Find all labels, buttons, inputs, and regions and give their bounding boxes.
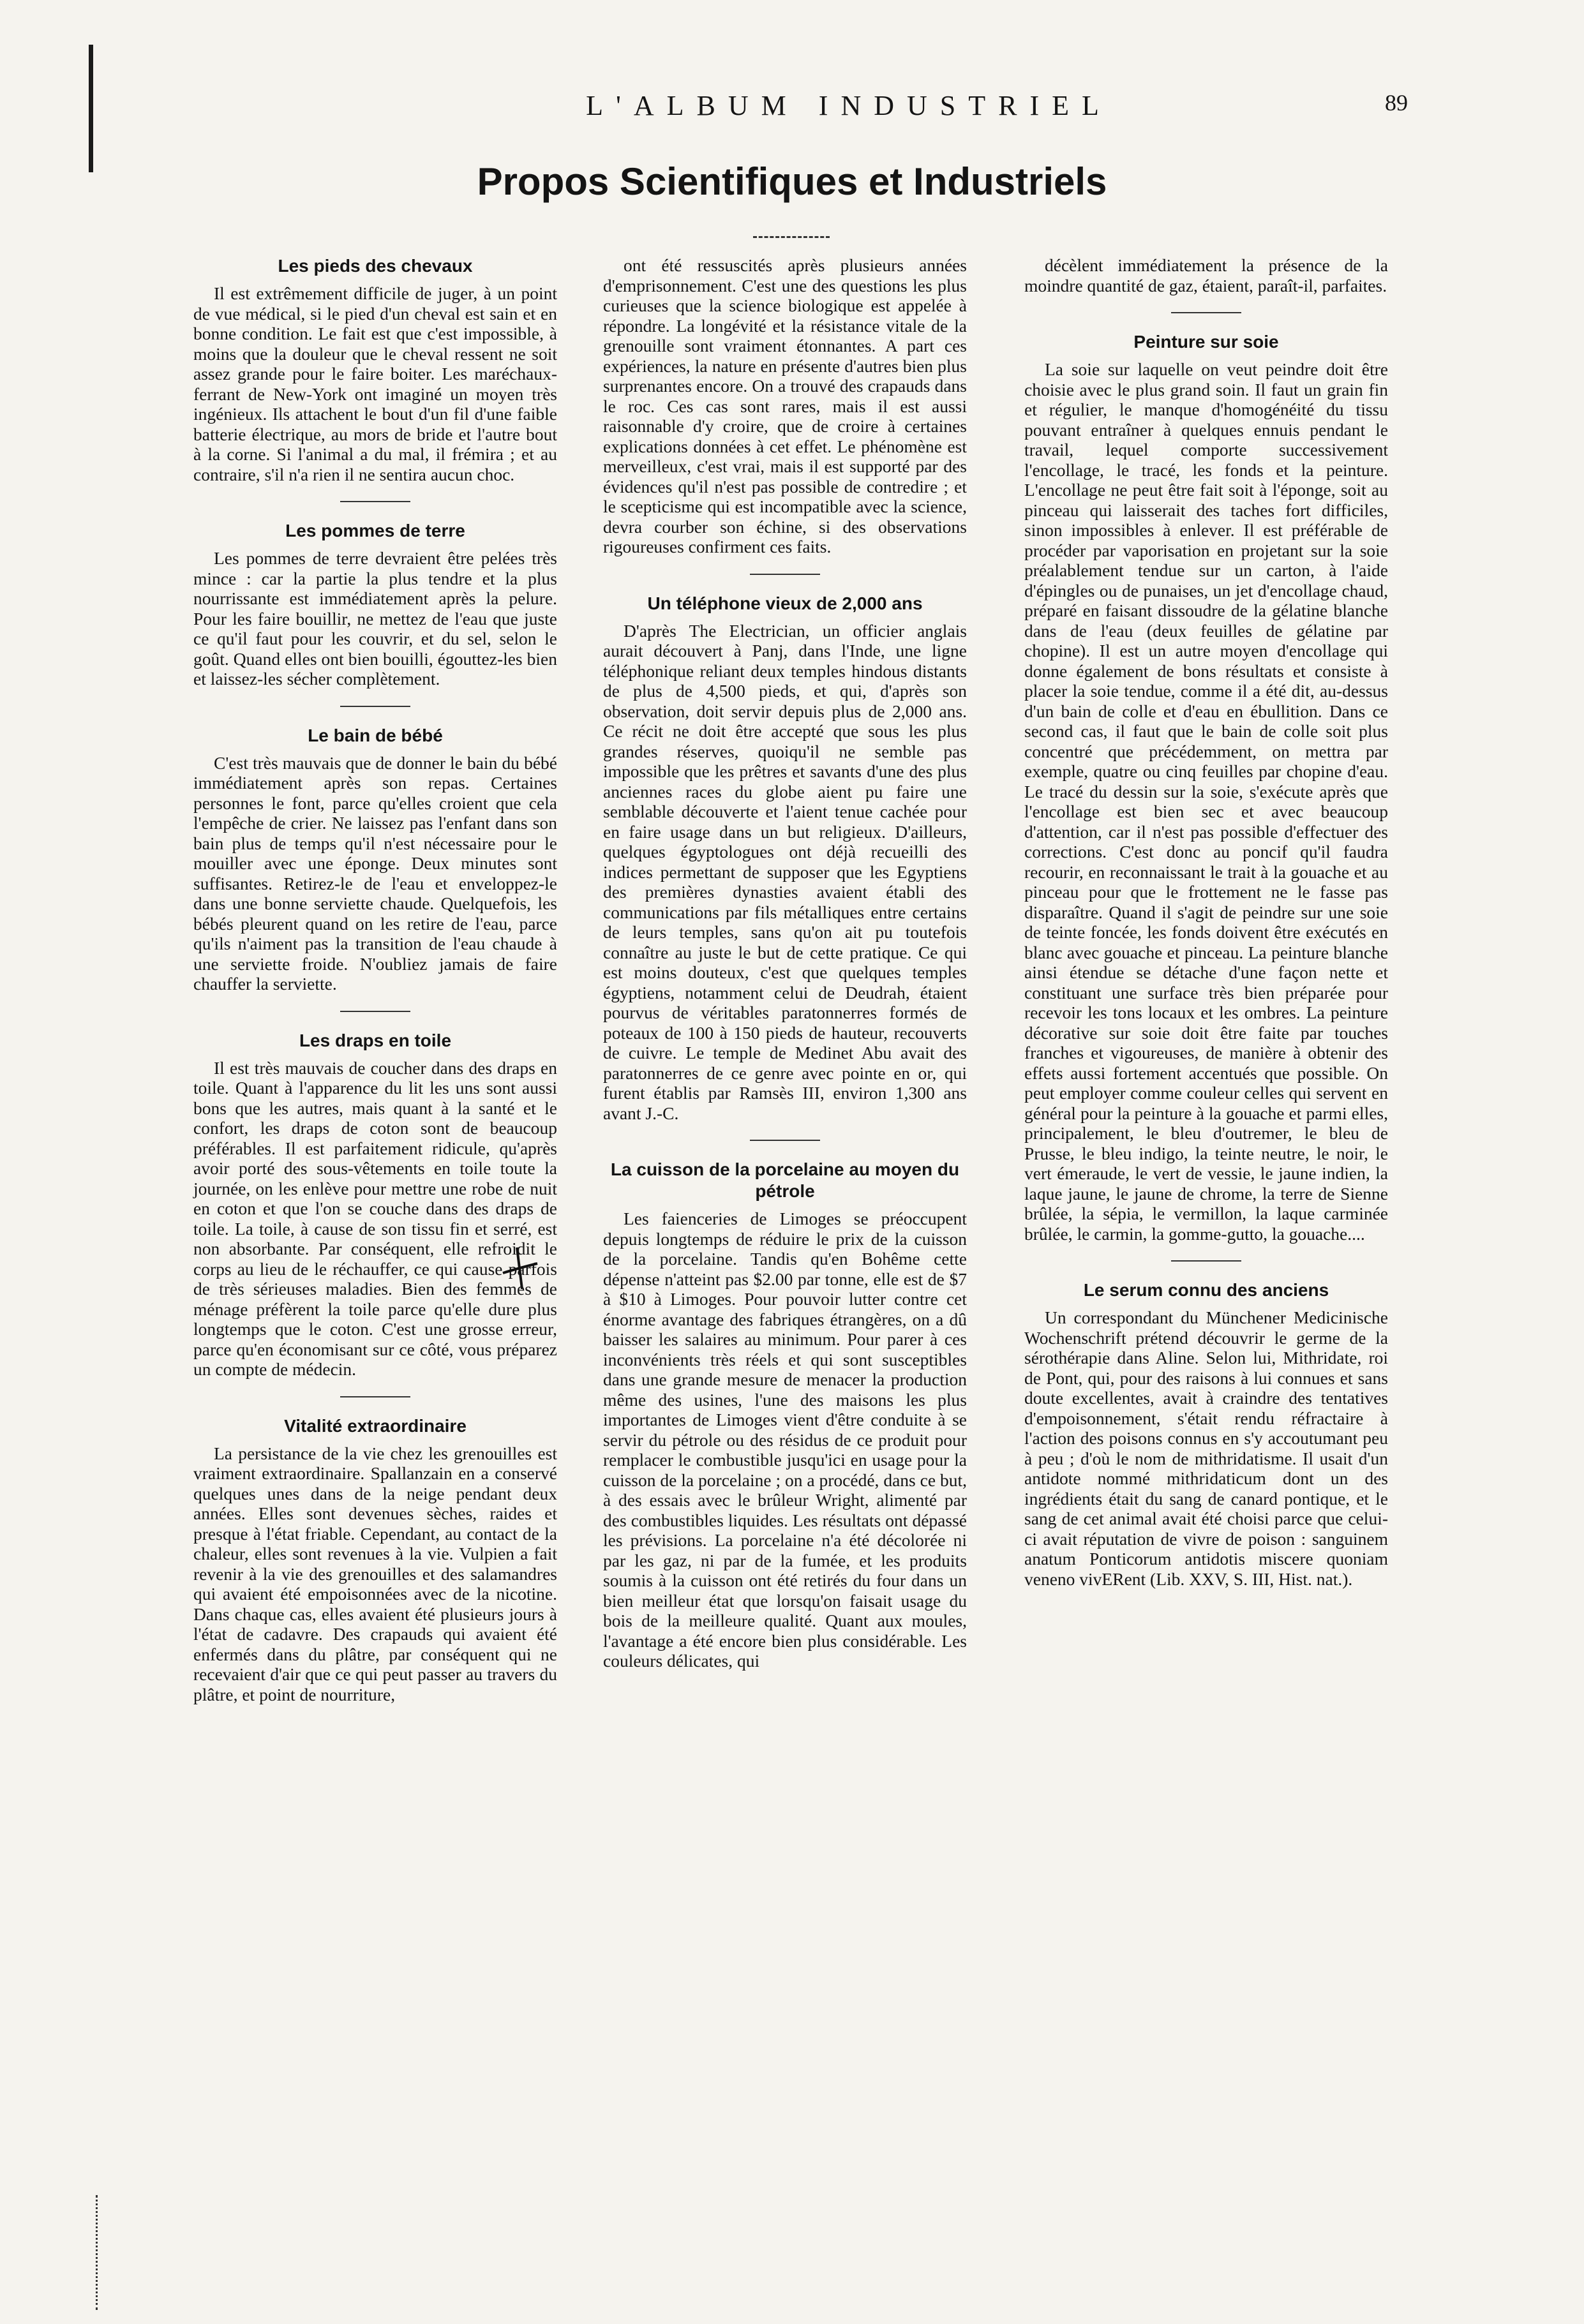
left-margin-rule — [89, 45, 93, 172]
journal-header: L'ALBUM INDUSTRIEL — [586, 90, 1112, 121]
article-body: Il est extrêmement difficile de juger, à un point de vue médical, si le pied d'un cheval est sain et en bonne condition. Le fait est que c'est impossible, à moins que la douleur que le cheval ressent ne soit assez grande pour le faire boiter. Les maréchaux-ferrant de New-York ont imaginé un moyen très ingénieux. Ils attachent le bout d'un fil d'une faible batterie électrique, au mors de bride et l'autre bout à la corne. Si l'animal a du mal, il frémira ; et au contraire, s'il n'a rien il ne sentira aucun choc. — [193, 283, 557, 484]
article-heading: Vitalité extraordinaire — [284, 1415, 467, 1436]
article-divider — [340, 706, 410, 707]
column-2 — [603, 255, 967, 1671]
article-divider — [340, 1011, 410, 1012]
column-3 — [1024, 255, 1388, 1589]
title-divider — [753, 236, 830, 238]
article-heading: Un téléphone vieux de 2,000 ans — [647, 593, 923, 613]
handwritten-cross-mark — [498, 1244, 542, 1302]
article-divider — [1171, 312, 1241, 313]
article-body: C'est très mauvais que de donner le bain du bébé immédiatement après son repas. Certaines personnes le font, parce qu'elles croient que cela l'empêche de crier. Ne laissez pas l'enfant dans son bain plus de temps qu'il n'est nécessaire pour le mouiller avec une éponge. Deux minutes sont suffisantes. Retirez-le de l'eau et enveloppez-le dans une bonne serviette chaude. Quelquefois, les bébés pleurent quand on les retire de l'eau, parce qu'ils n'aiment pas la transition de l'eau chaude à une serviette froide. N'oubliez jamais de faire chauffer la serviette. — [193, 752, 557, 994]
column-1 — [193, 255, 557, 1704]
article-body: Un correspondant du Münchener Medicinische Wochenschrift prétend découvrir le germe de la sérothérapie dans Aline. Selon lui, Mithridate, roi de Pont, qui, pour des raisons à lui connues et sans doute excellentes, avait à craindre des tentatives d'empoisonnement, s'était rendu réfractaire à l'action des poisons connus en s'y accoutumant peu à peu ; d'où le nom de mithridatisme. Il usait d'un antidote nommé mithridaticum dont un des ingrédients était du sang de canard pontique, et le sang de cet animal avait été choisi parce que celui-ci avait réputation de vivre de poison : sanguinem anatum Ponticorum antidotis miscere quoniam veneno vivERent (Lib. XXV, S. III, Hist. nat.). — [1024, 1307, 1388, 1589]
article-body: Il est très mauvais de coucher dans des draps en toile. Quant à l'apparence du lit les uns sont aussi bons que les autres, mais quant à la santé et le confort, les draps de coton sont de beaucoup préférables. Il est parfaitement ridicule, qu'après avoir porté des sous-vêtements en toile toute la journée, on les enlève pour mettre une robe de nuit en coton et que l'on se couche dans des draps de toile. La toile, à cause de son tissu fin et serré, est non absorbante. Par conséquent, elle refroidit le corps au lieu de le réchauffer, ce qui cause parfois de très sérieuses maladies. Bien des femmes de ménage préfèrent la toile parce qu'elle dure plus longtemps que le coton. C'est une grosse erreur, parce qu'en économisant sur ce côté, vous préparez un compte de médecin. — [193, 1057, 557, 1379]
article-heading: Les pieds des chevaux — [278, 256, 473, 276]
page-title: Propos Scientifiques et Industriels — [477, 160, 1107, 203]
article-heading: Le serum connu des anciens — [1083, 1280, 1329, 1300]
page-number: 89 — [1385, 90, 1408, 115]
article-body: D'après The Electrician, un officier anglais aurait découvert à Panj, dans l'Inde, une ligne téléphonique reliant deux temples hindous distants de plus de 4,500 pieds, et qui, d'après son observation, doit servir depuis plus de 2,000 ans. Ce récit ne doit être accepté que sous les plus grandes réserves, quoiqu'il ne semble pas impossible que les prêtres et savants d'une des plus anciennes races du globe aient pu faire une semblable découverte et l'aient tenue cachée pour en faire usage dans un but religieux. D'ailleurs, quelques égyptologues ont déjà recueilli des indices permettant de supposer que les Egyptiens des premières dynasties avaient établi des communications par fils métalliques entre certains de leurs temples, sans qu'on ait pu toutefois connaître au juste le but de cette pratique. Ce qui est moins douteux, c'est que quelques temples égyptiens, notamment celui de Deudrah, étaient pourvus de véritables paratonnerres formés de poteaux de 100 à 150 pieds de hauteur, recouverts de cuivre. Le temple de Medinet Abu avait des paratonnerres de ce genre avec pointe en or, qui furent établis par Ramsès III, environ 1,300 ans avant J.-C. — [603, 620, 967, 1123]
article-heading: Peinture sur soie — [1133, 332, 1279, 352]
article-body-continued: décèlent immédiatement la présence de la moindre quantité de gaz, étaient, paraît-il, parfaites. — [1024, 255, 1388, 295]
article-body: La persistance de la vie chez les grenouilles est vraiment extraordinaire. Spallanzain en a conservé quelques unes dans de la neige pendant deux années. Elles sont devenues sèches, raides et presque à l'état friable. Cependant, au contact de la chaleur, elles sont revenues à la vie. Vulpien a fait revenir à la vie des grenouilles et des salamandres qui avaient été empoisonnées avec de la nicotine. Dans chaque cas, elles avaient été plusieurs jours à l'état de cadavre. Des crapauds qui avaient été enfermés dans du plâtre, par conséquent qui ne recevaient d'air que ce qui peut passer au travers du plâtre, et point de nourriture, — [193, 1443, 557, 1704]
article-divider — [1171, 1260, 1241, 1262]
article-heading: La cuisson de la porcelaine au moyen du pétrole — [610, 1159, 960, 1201]
article-divider — [340, 501, 410, 502]
article-body: Les faienceries de Limoges se préoccupent depuis longtemps de réduire le prix de la cuisson de la porcelaine. Tandis qu'en Bohême cette dépense n'atteint pas $2.00 par tonne, elle est de $7 à $10 à Limoges. Pour pouvoir lutter contre cet énorme avantage des fabriques étrangères, on a dû baisser les salaires au minimum. Pour parer à ces inconvénients très réels et qui sont susceptibles dans une grande mesure de menacer la production même des usines, l'une des maisons les plus importantes de Limoges vient d'être conduite à se servir du pétrole ou des résidus de ce produit pour remplacer le combustible jusqu'ici en usage pour la cuisson de la porcelaine ; on a procédé, dans ce but, à des essais avec le brûleur Wright, alimenté par des combustibles liquides. Les résultats ont dépassé les prévisions. La porcelaine n'a été décolorée ni par les gaz, ni par de la fumée, et les produits soumis à la cuisson ont été retirés du four dans un bien meilleur état que lorsqu'on faisait usage du bois de la meilleure qualité. Quant aux moules, l'avantage a été encore bien plus considérable. Les couleurs délicates, qui — [603, 1209, 967, 1671]
margin-dots — [96, 2195, 100, 2310]
article-heading: Les pommes de terre — [285, 521, 465, 540]
article-divider — [750, 574, 820, 575]
article-body: La soie sur laquelle on veut peindre doit être choisie avec le plus grand soin. Il faut un grain fin et régulier, le manque d'homogénéité du tissu pouvant entraîner à quelques ennuis pendant le travail, lequel comporte successivement l'encollage, le tracé, les fonds et la peinture. L'encollage ne peut être fait soit à l'éponge, soit au pinceau qui laisserait des taches fort difficiles, sinon impossibles à enlever. Il est préférable de procéder par vaporisation en projetant sur la soie préalablement tendue sur un carton, à l'aide d'épingles ou de punaises, un jet d'encollage chaud, préparé en faisant dissoudre de la gélatine blanche dans de l'eau (deux feuilles de gélatine par chopine). Il est un autre moyen d'encollage qui donne également de bons résultats et consiste à placer la soie tendue, comme il a été dit, au-dessus d'un bain de colle et d'eau en ébullition. Dans ce second cas, il faut que le bain de colle soit plus concentré que précédemment, on mettra par exemple, quatre ou cinq feuilles par chopine d'eau. Le tracé du dessin sur la soie, s'exécute après que l'encollage est bien sec et avec beaucoup d'attention, car il n'est pas possible d'effectuer des corrections. C'est donc au poncif qu'il faudra recourir, en reconnaissant le trait à la gouache et au pinceau pour que le frottement ne le fasse pas disparaître. Quand il s'agit de peindre sur une soie de teinte foncée, les fonds doivent être exécutés en blanc avec gouache et pinceau. La peinture blanche ainsi étendue se détache d'une façon nette et constituant une surface très bien préparée pour recevoir les tons locaux et les ombres. La peinture décorative sur soie doit être faite par touches franches et vigoureuses, de manière à obtenir des effets aussi fortement accentués que possible. On peut employer comme couleur celles qui servent en général pour la peinture à la gouache et parmi elles, principalement, le bleu d'outremer, le bleu de Prusse, le bleu indigo, la teinte neutre, le noir, le vert émeraude, le vert de vessie, le jaune indien, la laque jaune, le jaune de chrome, la terre de Sienne brûlée, la sépia, le vermillon, la laque carminée brûlée, le carmin, la gomme-gutto, la gouache.... — [1024, 359, 1388, 1244]
article-body-continued: ont été ressuscités après plusieurs années d'emprisonnement. C'est une des questions les plus curieuses que la science biologique est appelée à répondre. La longévité et la résistance vitale de la grenouille sont vraiment étonnantes. A part ces expériences, la nature en présente d'autres bien plus surprenantes encore. On a trouvé des crapauds dans le roc. Ces cas sont rares, mais il est aussi raisonnable d'y croire, que de croire à certaines explications données à cet effet. Le phénomène est merveilleux, c'est vrai, mais il est supporté par des évidences qu'il n'est pas possible de contredire ; et le scepticisme qui est incompatible avec la science, devra courber son échine, si des observations rigoureuses confirment ces faits. — [603, 255, 967, 556]
article-divider — [750, 1140, 820, 1141]
article-body: Les pommes de terre devraient être pelées très mince : car la partie la plus tendre et la plus nourrissante est immédiatement après la pelure. Pour les faire bouillir, ne mettez de l'eau que juste ce qu'il faut pour les couvrir, et du sel, selon le goût. Quand elles ont bien bouilli, égouttez-les bien et laissez-les sécher complètement. — [193, 548, 557, 689]
article-heading: Les draps en toile — [299, 1030, 452, 1050]
article-heading: Le bain de bébé — [308, 725, 443, 745]
article-divider — [340, 1396, 410, 1397]
